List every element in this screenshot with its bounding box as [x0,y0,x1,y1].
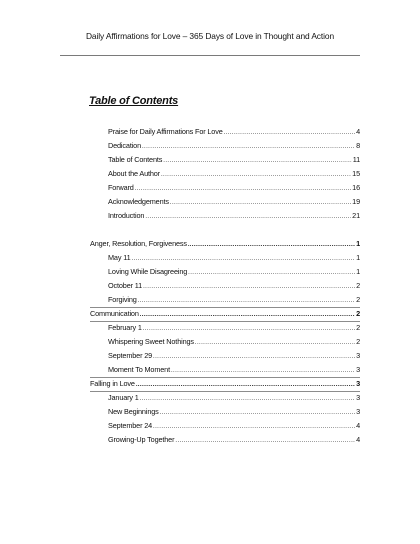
toc-entry-label: Praise for Daily Affirmations For Love [108,127,223,136]
toc-entry-page: 3 [356,351,360,360]
toc-entry-page: 2 [356,323,360,332]
dot-leader [132,253,356,264]
dot-leader [188,239,355,250]
toc-section-page: 1 [356,239,360,248]
dot-leader [140,309,355,320]
toc-entry-label: Introduction [108,211,145,220]
toc-section-label: Anger, Resolution, Forgiveness [90,239,187,248]
toc-section-label: Communication [90,309,139,318]
dot-leader [161,169,351,180]
toc-entry-label: May 11 [108,253,131,262]
dot-leader [160,407,355,418]
toc-entry-page: 1 [356,267,360,276]
toc-title: Table of Contents [89,95,179,107]
toc-entry-label: Forgiving [108,295,137,304]
dot-leader [188,267,355,278]
toc-entry[interactable] [108,211,360,222]
running-header: Daily Affirmations for Love – 365 Days of Love in Thought and Action [85,31,334,41]
toc-entry-label: About the Author [108,169,160,178]
toc-entry-label: Acknowledgements [108,197,169,206]
toc-entry[interactable] [108,323,360,334]
toc-entry[interactable] [108,155,360,166]
toc-entry-label: February 1 [108,323,142,332]
toc-entry-label: Loving While Disagreeing [108,267,188,276]
toc-section-entry[interactable] [90,239,360,250]
toc-entry[interactable] [108,351,360,362]
toc-entry[interactable] [108,169,360,180]
toc-entry[interactable] [108,393,360,404]
dot-leader [136,379,355,390]
toc-section-entry[interactable] [90,307,360,322]
dot-leader [195,337,355,348]
dot-leader [140,393,355,404]
toc-entry-page: 4 [356,421,360,430]
toc-entry[interactable] [108,337,360,348]
toc-entry-page: 15 [352,169,360,178]
header-rule [60,55,360,56]
toc-entry-page: 8 [356,141,360,150]
toc-entry-page: 4 [356,127,360,136]
dot-leader [163,155,351,166]
toc-entry-label: Moment To Moment [108,365,170,374]
toc-entry-page: 3 [356,365,360,374]
toc-section-page: 3 [356,379,360,388]
dot-leader [145,211,351,222]
toc-entry[interactable] [108,435,360,446]
toc-section-entry[interactable] [90,377,360,392]
toc-entry-page: 3 [356,407,360,416]
dot-leader [171,365,355,376]
toc-section-page: 2 [356,309,360,318]
toc-entry-label: Whispering Sweet Nothings [108,337,194,346]
toc-entry-label: September 24 [108,421,153,430]
toc-entry-page: 21 [352,211,360,220]
toc-entry-label: January 1 [108,393,139,402]
toc-entry[interactable] [108,141,360,152]
toc-entry-page: 2 [356,295,360,304]
dot-leader [135,183,351,194]
toc-entry[interactable] [108,267,360,278]
toc-entry-label: Dedication [108,141,141,150]
toc-entry-label: Forward [108,183,134,192]
toc-entry-page: 3 [356,393,360,402]
toc-entry-page: 19 [352,197,360,206]
toc-entry[interactable] [108,127,360,138]
toc-entry[interactable] [108,281,360,292]
dot-leader [143,323,355,334]
toc-section-label: Falling in Love [90,379,135,388]
toc-entry-label: Table of Contents [108,155,163,164]
toc-entry[interactable] [108,197,360,208]
toc-entry[interactable] [108,365,360,376]
toc-entry-page: 4 [356,435,360,444]
dot-leader [175,435,355,446]
toc-entry-label: October 11 [108,281,143,290]
toc-entry-label: Growing-Up Together [108,435,175,444]
toc-entry-page: 16 [352,183,360,192]
toc-entry-page: 2 [356,337,360,346]
toc-entry[interactable] [108,295,360,306]
toc-entry-page: 11 [352,155,360,164]
toc-entry[interactable] [108,421,360,432]
dot-leader [224,127,355,138]
toc-entry[interactable] [108,183,360,194]
toc-entry-label: September 29 [108,351,153,360]
toc-entry[interactable] [108,407,360,418]
dot-leader [153,421,355,432]
dot-leader [142,141,355,152]
dot-leader [138,295,355,306]
dot-leader [143,281,355,292]
toc-entry[interactable] [108,253,360,264]
toc-entry-page: 1 [356,253,360,262]
dot-leader [170,197,351,208]
toc-entry-page: 2 [356,281,360,290]
toc-entry-label: New Beginnings [108,407,159,416]
dot-leader [153,351,355,362]
